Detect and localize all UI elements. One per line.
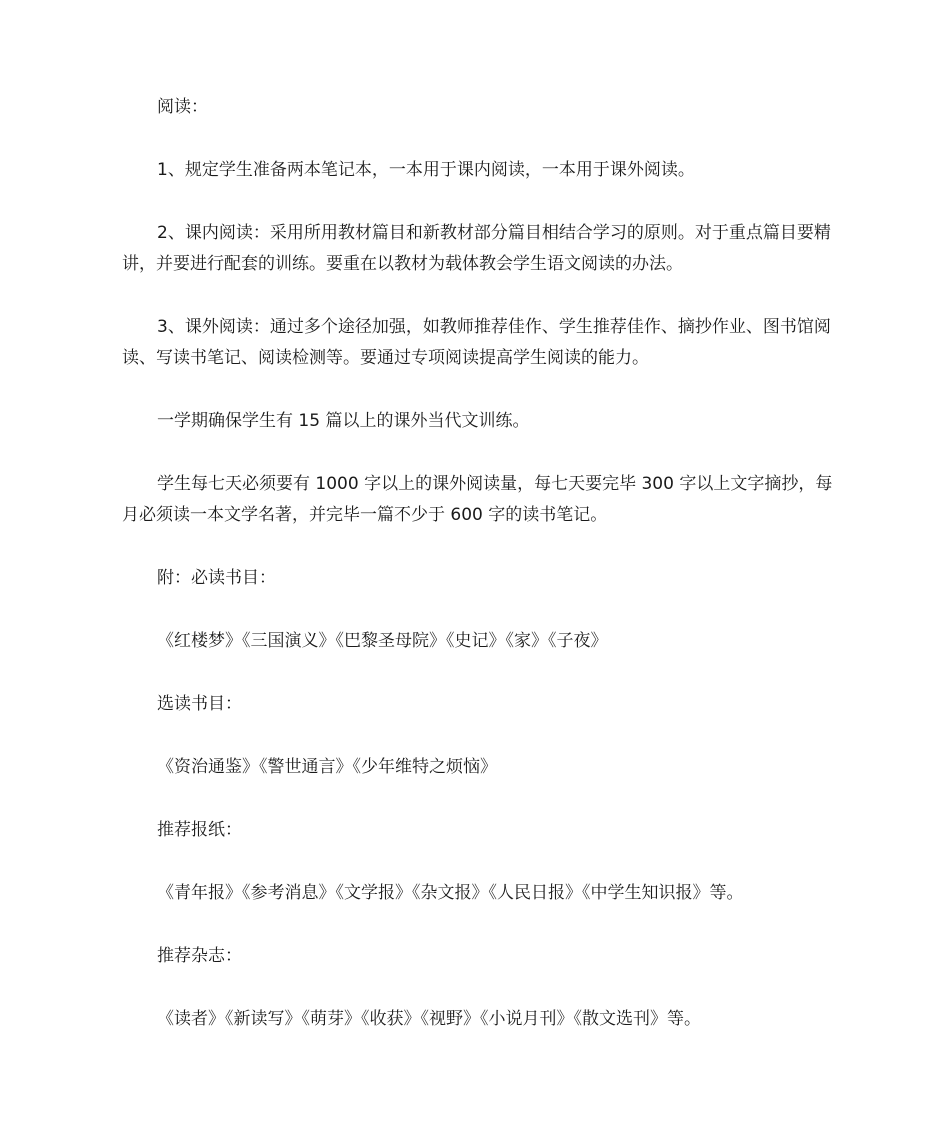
heading-reading: 阅读： [157,97,208,117]
paragraph-weekly-requirement: 学生每七天必须要有 1000 字以上的课外阅读量，每七天要完毕 300 字以上文字摘抄，每月必须读一本文学名著，并完毕一篇不少于 600 字的读书笔记。 [122,474,833,525]
heading-recommended-newspapers: 推荐报纸： [157,820,242,840]
paragraph-in-class-reading: 2、课内阅读：采用所用教材篇目和新教材部分篇目相结合学习的原则。对于重点篇目要精讲，并要进行配套的训练。要重在以教材为载体教会学生语文阅读的办法。 [122,223,831,274]
paragraph-semester-goal: 一学期确保学生有 15 篇以上的课外当代文训练。 [157,411,530,431]
paragraph-extracurricular-reading: 3、课外阅读：通过多个途径加强，如教师推荐佳作、学生推荐佳作、摘抄作业、图书馆阅读、写读书笔记、阅读检测等。要通过专项阅读提高学生阅读的能力。 [122,317,831,368]
list-recommended-newspapers: 《青年报》《参考消息》《文学报》《杂文报》《人民日报》《中学生知识报》等。 [157,883,744,903]
list-required-books: 《红楼梦》《三国演义》《巴黎圣母院》《史记》《家》《子夜》 [157,631,608,651]
list-recommended-magazines: 《读者》《新读写》《萌芽》《收获》《视野》《小说月刊》《散文选刊》等。 [157,1009,701,1029]
heading-required-books: 附：必读书目： [157,568,276,588]
heading-optional-books: 选读书目： [157,694,242,714]
document-body [122,92,834,1067]
paragraph-notebooks: 1、规定学生准备两本笔记本，一本用于课内阅读，一本用于课外阅读。 [157,160,695,180]
heading-recommended-magazines: 推荐杂志： [157,946,242,966]
list-optional-books: 《资治通鉴》《警世通言》《少年维特之烦恼》 [157,757,497,777]
